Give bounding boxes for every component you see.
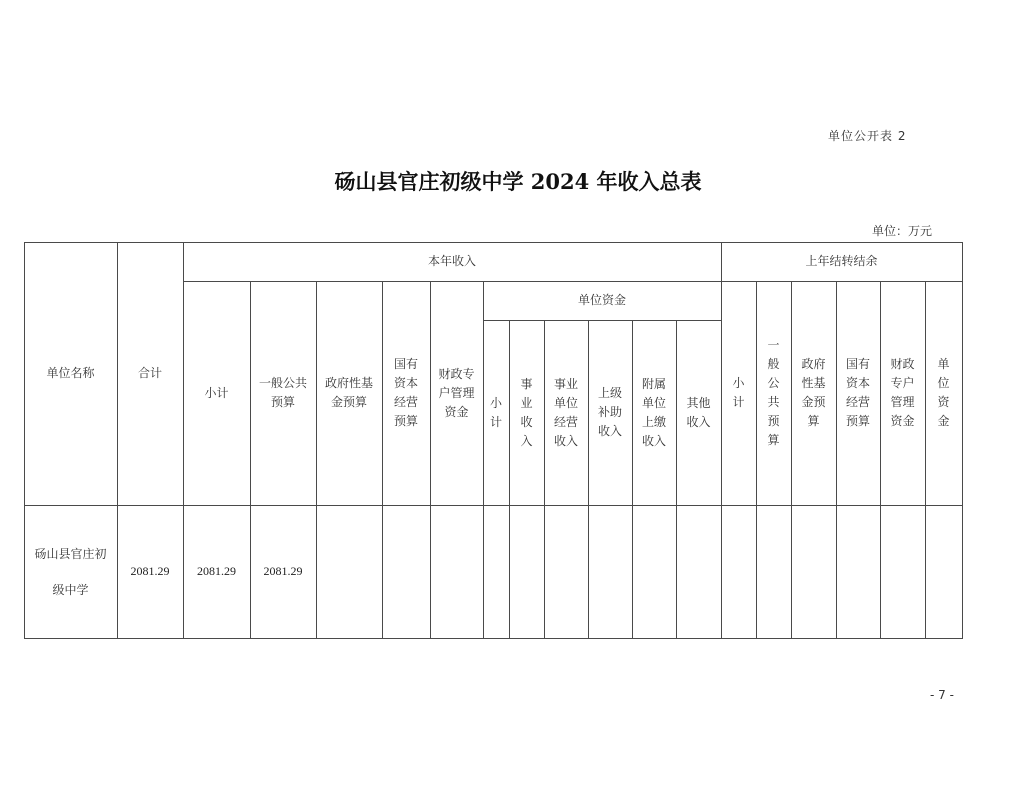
header-total: 合计 (137, 366, 162, 380)
page-title: 砀山县官庄初级中学 2024 年收入总表 (334, 169, 702, 194)
header-subtotal: 小计 (204, 385, 229, 400)
header-carry-fiscal-special: 财政 专户 管理 资金 (890, 357, 915, 428)
header-general-public-budget: 一般公共 预算 (258, 376, 307, 409)
header-last-year-carryover: 上年结转结余 (805, 254, 878, 268)
table-border-bottom (24, 638, 963, 639)
header-current-year-income: 本年收入 (427, 254, 476, 268)
unit-label: 单位：万元 (872, 224, 933, 238)
table-border-right (962, 242, 963, 639)
header-carry-general-public: 一 般 公 共 预 算 (767, 338, 780, 447)
row-total: 2081.29 (130, 564, 170, 578)
row-general-public-budget: 2081.29 (263, 564, 303, 578)
header-carry-unit-funds: 单 位 资 金 (937, 357, 950, 428)
header-affiliated-remit: 附属 单位 上缴 收入 (641, 376, 666, 448)
header-operating-income: 事业 单位 经营 收入 (553, 376, 578, 448)
header-state-capital-budget: 国有 资本 经营 预算 (393, 357, 418, 428)
row-unit-name: 砀山县官庄初 级中学 (34, 546, 107, 597)
header-carry-subtotal: 小 计 (732, 376, 745, 409)
header-gov-fund-budget: 政府性基 金预算 (324, 376, 373, 409)
form-number: 单位公开表 2 (828, 129, 907, 143)
header-unit-name: 单位名称 (46, 366, 95, 380)
header-carry-state-capital: 国有 资本 经营 预算 (845, 357, 870, 428)
row-subtotal: 2081.29 (197, 564, 236, 578)
header-other-income: 其他 收入 (686, 395, 711, 429)
header-fiscal-special-fund: 财政专 户管理 资金 (438, 366, 475, 419)
page-number: - 7 - (930, 688, 954, 702)
header-unit-funds-subtotal: 小 计 (489, 395, 502, 429)
header-carry-gov-fund: 政府 性基 金预 算 (801, 357, 826, 428)
header-unit-funds: 单位资金 (577, 293, 626, 307)
header-superior-subsidy: 上级 补助 收入 (597, 386, 622, 438)
header-business-income: 事 业 收 入 (520, 376, 533, 448)
